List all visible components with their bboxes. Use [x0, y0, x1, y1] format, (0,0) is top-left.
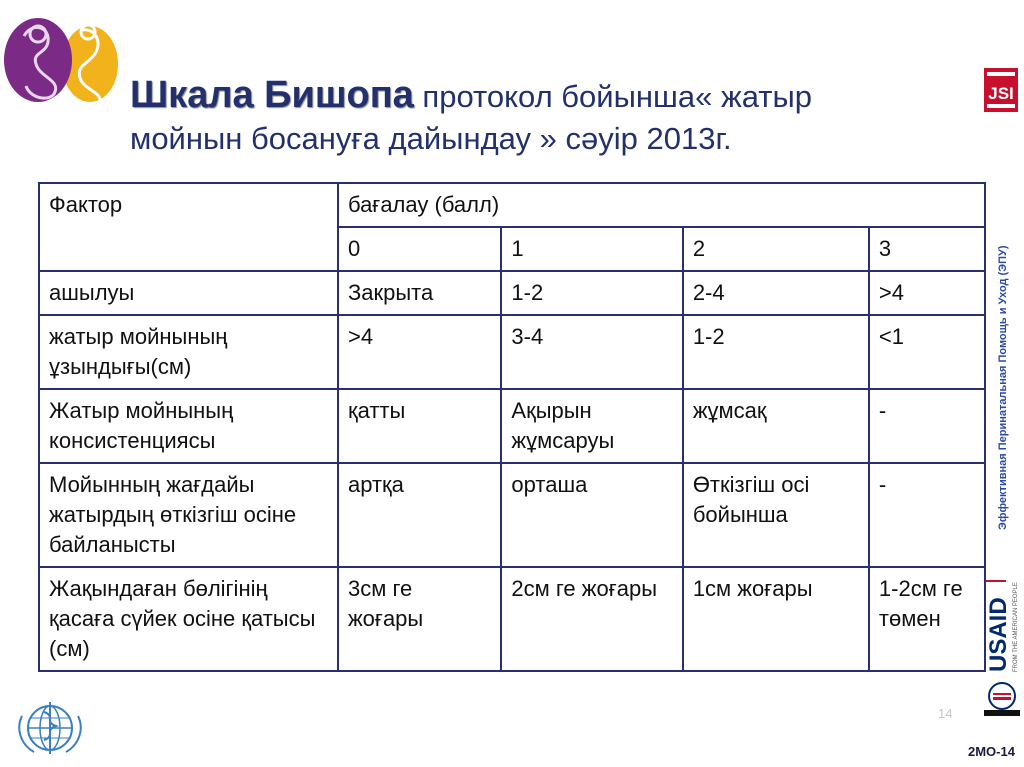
value-cell: Ақырын жұмсаруы [501, 389, 682, 463]
score-level: 1 [501, 227, 682, 271]
factor-cell: Жатыр мойнының консистенциясы [39, 389, 338, 463]
value-cell: <1 [869, 315, 985, 389]
mother-child-logo [2, 8, 120, 108]
table-header-row [39, 183, 985, 227]
value-cell: >4 [869, 271, 985, 315]
value-cell: қатты [338, 389, 501, 463]
bishop-score-table [38, 182, 986, 672]
score-level: 0 [338, 227, 501, 271]
title-line2: мойнын босануға дайындау » сәуір 2013г. [130, 120, 732, 156]
vertical-sidebar-text-wrap [997, 245, 1009, 540]
value-cell: 3см ге жоғары [338, 567, 501, 671]
factor-cell: Жақындаған бөлігінің қасаға сүйек осіне қатысы (см) [39, 567, 338, 671]
vertical-sidebar-text: Эффективная Перинатальная Помощь и Уход (ЭПУ) [997, 245, 1009, 530]
factor-cell: жатыр мойнының ұзындығы(см) [39, 315, 338, 389]
value-cell: Закрыта [338, 271, 501, 315]
who-emblem-icon [14, 698, 86, 760]
usaid-logo [984, 578, 1020, 674]
table-row [39, 315, 985, 389]
value-cell: 2-4 [683, 271, 869, 315]
value-cell: 1см жоғары [683, 567, 869, 671]
value-cell: 1-2см ге төмен [869, 567, 985, 671]
value-cell: жұмсақ [683, 389, 869, 463]
jsi-logo-text: JSI [988, 84, 1014, 103]
factor-cell: ашылуы [39, 271, 338, 315]
slide-title [130, 72, 980, 158]
score-level: 3 [869, 227, 985, 271]
value-cell: артқа [338, 463, 501, 567]
usaid-seal-icon [984, 680, 1020, 716]
value-cell: 3-4 [501, 315, 682, 389]
value-cell: орташа [501, 463, 682, 567]
title-bold: Шкала Бишопа [130, 74, 414, 116]
usaid-logo-text: USAID [985, 597, 1012, 672]
usaid-tagline: FROM THE AMERICAN PEOPLE [1013, 582, 1019, 672]
table-row [39, 567, 985, 671]
value-cell: 1-2 [501, 271, 682, 315]
score-level: 2 [683, 227, 869, 271]
value-cell: 1-2 [683, 315, 869, 389]
value-cell: Өткізгіш осі бойынша [683, 463, 869, 567]
table-row [39, 463, 985, 567]
factor-cell: Мойынның жағдайы жатырдың өткізгіш осіне байланысты [39, 463, 338, 567]
value-cell: - [869, 463, 985, 567]
value-cell: - [869, 389, 985, 463]
value-cell: >4 [338, 315, 501, 389]
jsi-logo [984, 68, 1018, 112]
title-rest: протокол бойынша« жатыр [413, 79, 812, 114]
table-row [39, 389, 985, 463]
page-number: 14 [938, 706, 953, 721]
table-row [39, 271, 985, 315]
slide-code: 2MO-14 [968, 744, 1015, 759]
factor-header: Фактор [39, 183, 338, 271]
value-cell: 2см ге жоғары [501, 567, 682, 671]
score-header: бағалау (балл) [338, 183, 985, 227]
